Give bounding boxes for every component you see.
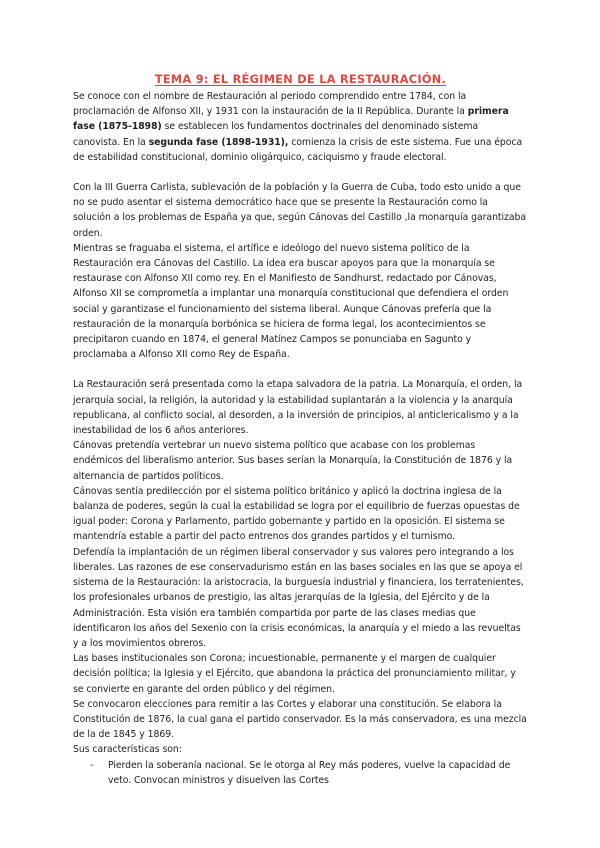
paragraph-canovas-artifice: Mientras se fraguaba el sistema, el artífice e ideólogo del nuevo sistema político de la Restauración era Cánovas del Castillo. La idea era buscar apoyos para que la monarquía se restaurase con Alfonso XII como rey. En el Manifiesto de Sandhurst, redactado por Cánovas, Alfonso XII se comprometía a implantar una monarquía constitucional que defendiera el orden social y garantizase el funcionamiento del sistema liberal. Aunque Cánovas prefería que la restauración de la monarquía borbónica se hiciera de forma legal, los acontecimientos se precipitaron cuando en 1874, el general Matínez Campos se ponunciaba en Sagunto y proclamaba a Alfonso XII como Rey de España. (73, 242, 509, 361)
paragraph-gap (73, 165, 528, 180)
intro-bold-segunda-fase: segunda fase (1898-1931), (148, 136, 289, 148)
characteristics-list (73, 758, 528, 788)
paragraph-constitucion-1876: Se convocaron elecciones para remitir a las Cortes y elaborar una constitución. Se elabora la Constitución de 1876, la cual gana el partido conservador. Es la más conservadora, es una mezcla de la de 1845 y 1869. (73, 698, 527, 741)
intro-text-e: comienza la crisis de este sistema. Fue una época de estabilidad constitucional, dominio oligárquico, caciquismo y fraude electoral. (73, 136, 523, 163)
paragraph-regimen-conservador: Defendía la implantación de un régimen liberal conservador y sus valores pero integrando a los liberales. Las razones de ese conservadurismo están en las bases sociales en las que se apoya el sistema de la Restauración: la aristocracia, la burguesía industrial y financiera, los terratenientes, los profesionales urbanos de prestigio, las altas jerarquías de la Iglesia, del Ejército y de la Administración. Esta visión era también compartida por parte de las clases medias que identificaron los años del Sexenio con la crisis económicas, la anarquía y el miedo a las revueltas y a los movimientos obreros. (73, 546, 524, 649)
paragraph-caracteristicas-heading: Sus características son: (73, 744, 182, 756)
list-item-text: Pierden la soberanía nacional. Se le otorga al Rey más poderes, vuelve la capacidad de veto. Convocan ministros y disuelven las Cortes (108, 759, 511, 786)
paragraph-bases-institucionales: Las bases institucionales son Corona; incuestionable, permanente y el margen de cualquier decisión política; la Iglesia y el Ejército, que abandona la práctica del pronunciamiento militar, y se convierte en garante del orden público y del régimen. (73, 653, 516, 695)
intro-text-a: Se conoce con el nombre de Restauración al periodo comprendido entre 1784, con la proclamación de Alfonso XII, y 1931 con la instauración de la II República. Durante la (73, 91, 468, 118)
paragraph-sistema-britanico: Cánovas sentía predilección por el sistema político británico y aplicó la doctrina inglesa de la balanza de poderes, según la cual la estabilidad se logra por el equilibrio de fuerzas opuestas de igual poder: Corona y Parlamento, partido gobernante y partido en la oposición. El sistema se mantendría estable a partir del pacto entrenos dos grandes partidos y el turnismo. (73, 485, 520, 543)
intro-text-c: se establecen los fundamentos doctrinales del denominado sistema canovista. En la (73, 121, 479, 148)
list-bullet-dash: - (90, 759, 94, 771)
list-item (73, 758, 528, 788)
paragraph-vertebrar-sistema: Cánovas pretendía vertebrar un nuevo sistema político que acabase con los problemas endémicos del liberalismo anterior. Sus bases serían la Monarquía, la Constitución de 1876 y la alternancia de partidos políticos. (73, 440, 513, 482)
intro-bold-primera-fase: primera fase (1875-1898) (73, 106, 509, 133)
paragraph-etapa-salvadora: La Restauración será presentada como la etapa salvadora de la patria. La Monarquía, el orden, la jerarquía social, la religión, la autoridad y la estabilidad suplantarán a la violencia y la anarquía republicana, al conflicto social, al desorden, a la inversión de principios, al anticlericalismo y a la inestabilidad de los 6 años anteriores. (73, 379, 523, 437)
page-title: TEMA 9: EL RÉGIMEN DE LA RESTAURACIÓN. (154, 73, 447, 86)
paragraph-intro (73, 89, 528, 165)
paragraph-guerra-carlista: Con la III Guerra Carlista, sublevación de la población y la Guerra de Cuba, todo esto unido a que no se pudo asentar el sistema democrático hace que se presente la Restauración como la solución a los problemas de España ya que, según Cánovas del Castillo ,la monarquía garantizaba orden. (73, 182, 527, 239)
paragraph-gap (73, 362, 528, 377)
